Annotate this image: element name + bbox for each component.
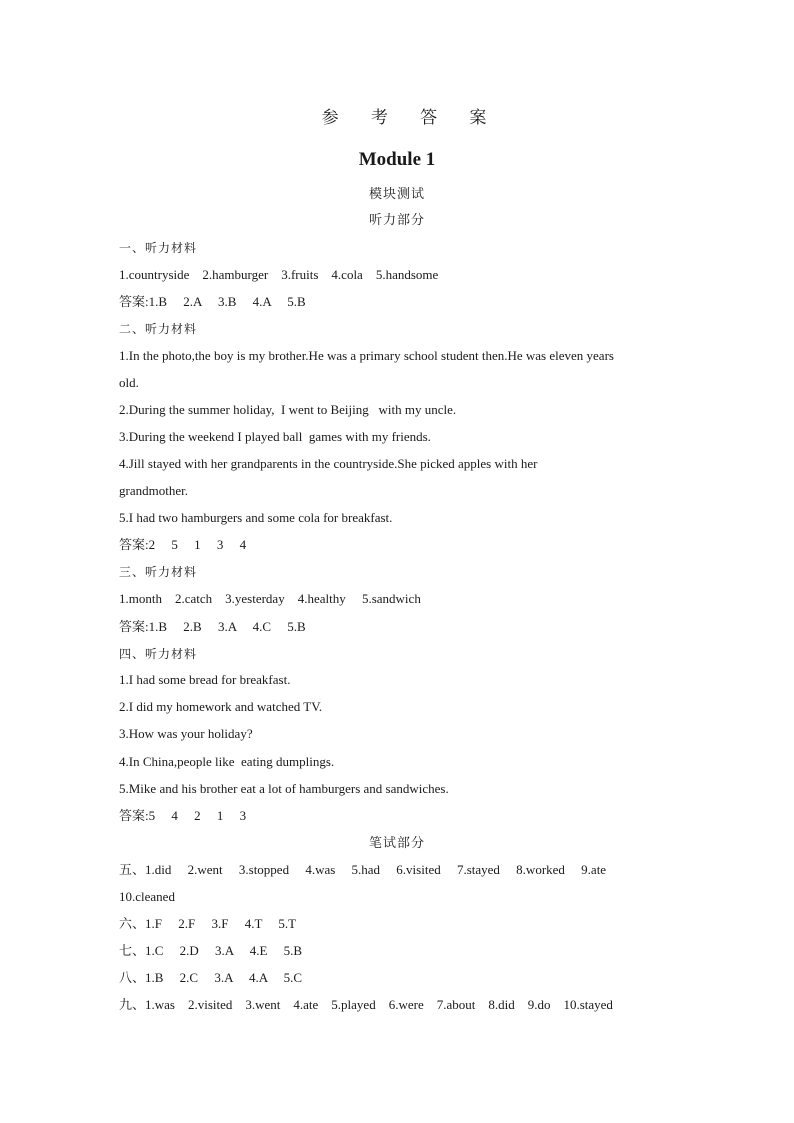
part4-line-5: 5.Mike and his brother eat a lot of hamburgers and sandwiches. bbox=[119, 781, 449, 796]
part2-line-3: 3.During the weekend I played ball games with my friends. bbox=[119, 429, 431, 444]
page-title: 参 考 答 案 bbox=[321, 108, 501, 127]
part5-line: 五、1.did 2.went 3.stopped 4.was 5.had 6.visited 7.stayed 8.worked 9.ate bbox=[119, 862, 607, 877]
part1-line: 1.countryside 2.hamburger 3.fruits 4.cola 5.handsome bbox=[119, 267, 439, 282]
part3-line: 1.month 2.catch 3.yesterday 4.healthy 5.sandwich bbox=[119, 591, 421, 606]
part2-heading: 二、听力材料 bbox=[119, 322, 198, 336]
part4-line-3: 3.How was your holiday? bbox=[119, 726, 253, 741]
part2-line-2: 2.During the summer holiday, I went to Beijing with my uncle. bbox=[119, 402, 457, 417]
part9-answers: 九、1.was 2.visited 3.went 4.ate 5.played 6.were 7.about 8.did 9.do 10.stayed bbox=[119, 997, 613, 1012]
part2-line-1: 1.In the photo,the boy is my brother.He was a primary school student then.He was eleven years bbox=[119, 348, 614, 363]
part5-line-cont: 10.cleaned bbox=[119, 889, 175, 904]
part4-line-2: 2.I did my homework and watched TV. bbox=[119, 699, 323, 714]
part8-answers: 八、1.B 2.C 3.A 4.A 5.C bbox=[119, 970, 303, 985]
part4-line-4: 4.In China,people like eating dumplings. bbox=[119, 754, 335, 769]
module-heading: Module 1 bbox=[358, 149, 436, 170]
module-subtitle: 模块测试 bbox=[368, 186, 425, 201]
part6-answers: 六、1.F 2.F 3.F 4.T 5.T bbox=[119, 916, 297, 931]
part4-line-1: 1.I had some bread for breakfast. bbox=[119, 672, 291, 687]
part1-heading: 一、听力材料 bbox=[119, 241, 198, 255]
section-listening-heading: 听力部分 bbox=[368, 212, 425, 227]
part2-line-5: 5.I had two hamburgers and some cola for breakfast. bbox=[119, 510, 393, 525]
part2-line-4: 4.Jill stayed with her grandparents in the countryside.She picked apples with her bbox=[119, 456, 538, 471]
part2-line-1-cont: old. bbox=[119, 375, 139, 390]
part4-heading: 四、听力材料 bbox=[119, 647, 198, 661]
part2-line-4-cont: grandmother. bbox=[119, 483, 188, 498]
part1-answer: 答案:1.B 2.A 3.B 4.A 5.B bbox=[119, 294, 306, 309]
section-writing-heading: 笔试部分 bbox=[368, 835, 425, 850]
part7-answers: 七、1.C 2.D 3.A 4.E 5.B bbox=[119, 943, 303, 958]
part3-heading: 三、听力材料 bbox=[119, 565, 198, 579]
part2-answer: 答案:2 5 1 3 4 bbox=[119, 537, 247, 552]
part3-answer: 答案:1.B 2.B 3.A 4.C 5.B bbox=[119, 619, 306, 634]
part4-answer: 答案:5 4 2 1 3 bbox=[119, 808, 247, 823]
